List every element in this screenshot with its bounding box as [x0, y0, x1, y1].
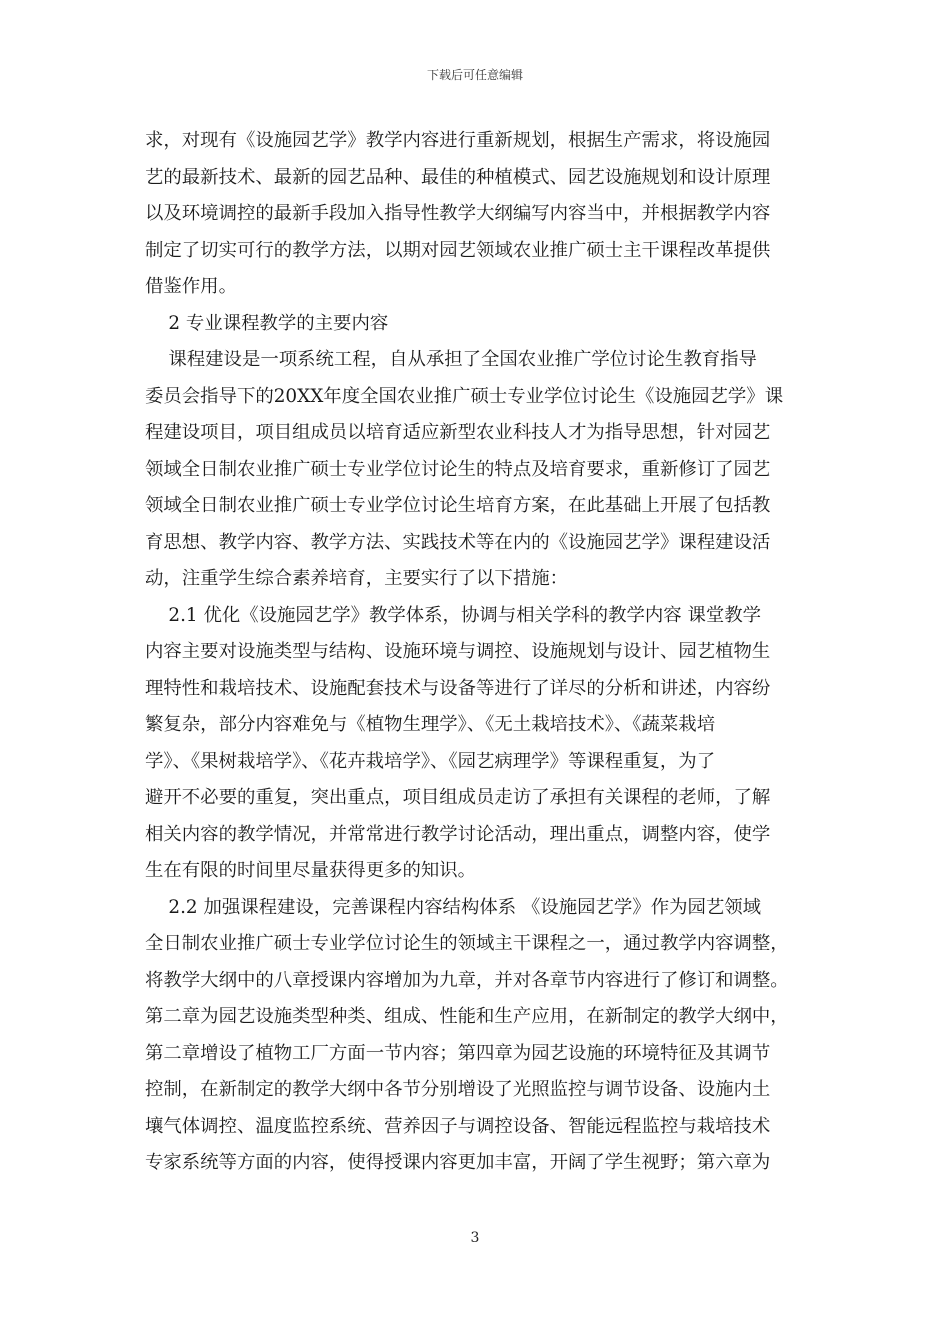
text-line: 领域全日制农业推广硕士专业学位讨论生培育方案，在此基础上开展了包括教: [145, 495, 771, 516]
section-heading: 2 专业课程教学的主要内容: [145, 312, 389, 334]
text-line: 课程建设是一项系统工程，自从承担了全国农业推广学位讨论生教育指导: [145, 349, 757, 370]
text-line: 专家系统等方面的内容，使得授课内容更加丰富，开阔了学生视野；第六章为: [145, 1152, 771, 1173]
text-line: 生在有限的时间里尽量获得更多的知识。: [145, 860, 477, 881]
text-line: 壤气体调控、温度监控系统、营养因子与调控设备、智能远程监控与栽培技术: [145, 1115, 771, 1137]
page-header: 下载后可任意编辑: [426, 68, 523, 82]
text-line: 控制，在新制定的教学大纲中各节分别增设了光照监控与调节设备、设施内土: [145, 1079, 771, 1100]
text-line: 第二章增设了植物工厂方面一节内容；第四章为园艺设施的环境特征及其调节: [145, 1042, 771, 1064]
subsection-line: 2.2 加强课程建设，完善课程内容结构体系 《设施园艺学》作为园艺领域: [145, 896, 762, 918]
text-line: 程建设项目，项目组成员以培育适应新型农业科技人才为指导思想，针对园艺: [145, 422, 771, 443]
text-line: 借鉴作用。: [145, 276, 237, 297]
text-line: 避开不必要的重复，突出重点，项目组成员走访了承担有关课程的老师，了解: [145, 787, 771, 808]
text-line: 动，注重学生综合素养培育，主要实行了以下措施：: [145, 568, 568, 589]
text-line: 以及环境调控的最新手段加入指导性教学大纲编写内容当中，并根据教学内容: [145, 203, 771, 224]
text-line: 相关内容的教学情况，并常常进行教学讨论活动，理出重点，调整内容，使学: [145, 823, 771, 845]
document-body: [145, 123, 815, 1182]
text-line: 理特性和栽培技术、设施配套技术与设备等进行了详尽的分析和讲述，内容纷: [145, 677, 771, 699]
text-line: 艺的最新技术、最新的园艺品种、最佳的种植模式、园艺设施规划和设计原理: [145, 166, 771, 188]
text-line: 繁复杂，部分内容难免与《植物生理学》、《无土栽培技术》、《蔬菜栽培: [145, 714, 716, 735]
subsection-line: 2.1 优化《设施园艺学》教学体系，协调与相关学科的教学内容 课堂教学: [145, 604, 762, 626]
text-line: 全日制农业推广硕士专业学位讨论生的领域主干课程之一，通过教学内容调整，: [145, 933, 789, 954]
page-number: 3: [470, 1230, 480, 1246]
text-line: 求，对现有《设施园艺学》教学内容进行重新规划，根据生产需求，将设施园: [145, 130, 771, 151]
text-line: 将教学大纲中的八章授课内容增加为九章，并对各章节内容进行了修订和调整。: [145, 969, 789, 991]
text-line: 内容主要对设施类型与结构、设施环境与调控、设施规划与设计、园艺植物生: [145, 641, 771, 662]
text-line: 制定了切实可行的教学方法，以期对园艺领域农业推广硕士主干课程改革提供: [145, 239, 771, 261]
text-line: 委员会指导下的20XX年度全国农业推广硕士专业学位讨论生《设施园艺学》课: [145, 385, 784, 407]
text-line: 学》、《果树栽培学》、《花卉栽培学》、《园艺病理学》等课程重复，为了: [145, 750, 716, 772]
text-line: 领域全日制农业推广硕士专业学位讨论生的特点及培育要求，重新修订了园艺: [145, 458, 771, 480]
text-line: 第二章为园艺设施类型种类、组成、性能和生产应用，在新制定的教学大纲中，: [145, 1006, 789, 1027]
text-line: 育思想、教学内容、教学方法、实践技术等在内的《设施园艺学》课程建设活: [145, 531, 771, 553]
